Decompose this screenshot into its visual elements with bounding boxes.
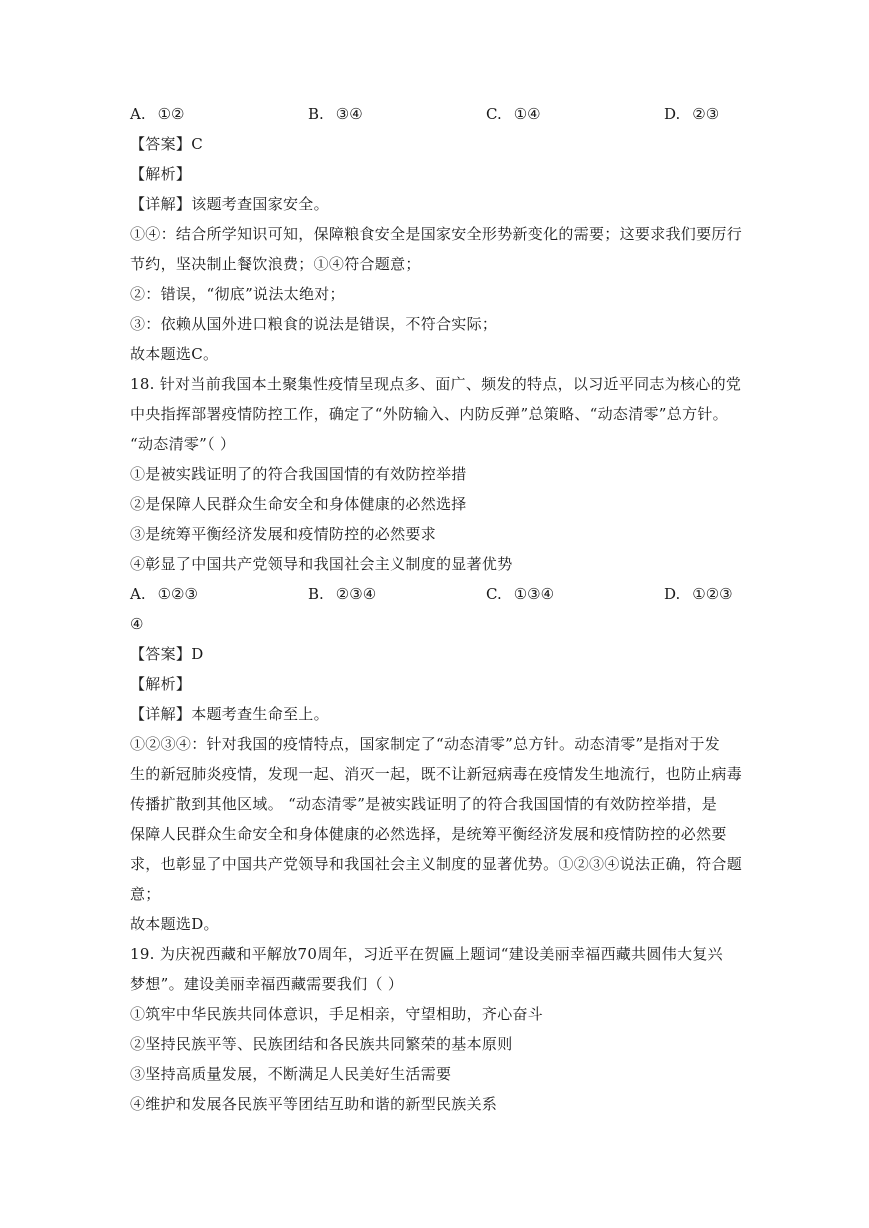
option-letter: D. — [664, 585, 681, 603]
option-text: ①④ — [513, 105, 541, 123]
option-text: ②③ — [692, 105, 720, 123]
q17-explanation-line: 节约，坚决制止餐饮浪费；①④符合题意； — [130, 255, 421, 273]
q18-explanation-line: 求，也彰显了中国共产党领导和我国社会主义制度的显著优势。①②③④说法正确，符合题 — [130, 855, 743, 873]
q18-analysis-heading: 【解析】 — [130, 675, 192, 693]
option-text: ①③④ — [513, 585, 555, 603]
q19-statement: ④维护和发展各民族平等团结互助和谐的新型民族关系 — [130, 1095, 498, 1113]
q18-stem-line: “动态清零”（ ） — [130, 435, 236, 453]
option-letter: C. — [486, 105, 502, 123]
q18-explanation-line: 传播扩散到其他区域。 “动态清零”是被实践证明了的符合我国国情的有效防控举措，是 — [130, 795, 718, 813]
option-text: ①②③ — [692, 585, 733, 603]
q17-detail: 【详解】该题考查国家安全。 — [130, 195, 329, 213]
option-text: ③④ — [335, 105, 363, 123]
q18-explanation-line: 意； — [130, 885, 161, 903]
option-letter: A. — [130, 585, 146, 603]
q18-explanation-line: 生的新冠肺炎疫情，发现一起、消灭一起，既不让新冠病毒在疫情发生地流行，也防止病毒 — [130, 765, 743, 783]
q17-conclusion: 故本题选C。 — [130, 345, 219, 363]
option-letter: B. — [308, 585, 324, 603]
q18-stem-line: 中央指挥部署疫情防控工作，确定了“外防输入、内防反弹”总策略、“动态清零”总方针。 — [130, 405, 728, 423]
q18-detail: 【详解】本题考查生命至上。 — [130, 705, 329, 723]
q18-answer: 【答案】D — [130, 645, 204, 663]
option-letter: C. — [486, 585, 502, 603]
q18-option-b — [308, 584, 376, 604]
q18-option-a — [130, 584, 198, 604]
q19-statement: ③坚持高质量发展，不断满足人民美好生活需要 — [130, 1065, 452, 1083]
q19-stem-line: 19. 为庆祝西藏和平解放70周年，习近平在贺匾上题词“建设美丽幸福西藏共圆伟大复兴 — [130, 945, 723, 963]
q17-option-d — [664, 104, 719, 124]
q17-option-a — [130, 104, 185, 124]
q17-option-c — [486, 104, 541, 124]
q18-statement: ④彰显了中国共产党领导和我国社会主义制度的显著优势 — [130, 555, 513, 573]
q18-option-d — [664, 584, 733, 604]
q18-stem-line: 18. 针对当前我国本土聚集性疫情呈现点多、面广、频发的特点，以习近平同志为核心的党 — [130, 375, 742, 393]
option-letter: A. — [130, 105, 146, 123]
q18-conclusion: 故本题选D。 — [130, 915, 219, 933]
q19-statement: ①筑牢中华民族共同体意识，手足相亲，守望相助，齐心奋斗 — [130, 1005, 544, 1023]
q18-option-d-wrap: ④ — [130, 615, 144, 633]
q17-answer: 【答案】C — [130, 135, 203, 153]
q19-stem-line: 梦想”。建设美丽幸福西藏需要我们（ ） — [130, 975, 404, 993]
q18-explanation-line: ①②③④：针对我国的疫情特点，国家制定了“动态清零”总方针。动态清零”是指对于发 — [130, 735, 721, 753]
q18-explanation-line: 保障人民群众生命安全和身体健康的必然选择，是统筹平衡经济发展和疫情防控的必然要 — [130, 825, 727, 843]
q18-statement: ①是被实践证明了的符合我国国情的有效防控举措 — [130, 465, 467, 483]
q17-explanation-line: ②：错误，“彻底”说法太绝对； — [130, 285, 345, 303]
option-letter: B. — [308, 105, 324, 123]
q18-statement: ③是统筹平衡经济发展和疫情防控的必然要求 — [130, 525, 437, 543]
q18-option-c — [486, 584, 554, 604]
q17-analysis-heading: 【解析】 — [130, 165, 192, 183]
q17-explanation-line: ①④：结合所学知识可知，保障粮食安全是国家安全形势新变化的需要；这要求我们要厉行 — [130, 225, 743, 243]
q17-option-b — [308, 104, 363, 124]
option-letter: D. — [664, 105, 681, 123]
option-text: ②③④ — [335, 585, 377, 603]
option-text: ①②③ — [157, 585, 198, 603]
option-text: ①② — [157, 105, 185, 123]
q18-statement: ②是保障人民群众生命安全和身体健康的必然选择 — [130, 495, 467, 513]
q19-statement: ②坚持民族平等、民族团结和各民族共同繁荣的基本原则 — [130, 1035, 513, 1053]
q17-explanation-line: ③：依赖从国外进口粮食的说法是错误，不符合实际； — [130, 315, 498, 333]
